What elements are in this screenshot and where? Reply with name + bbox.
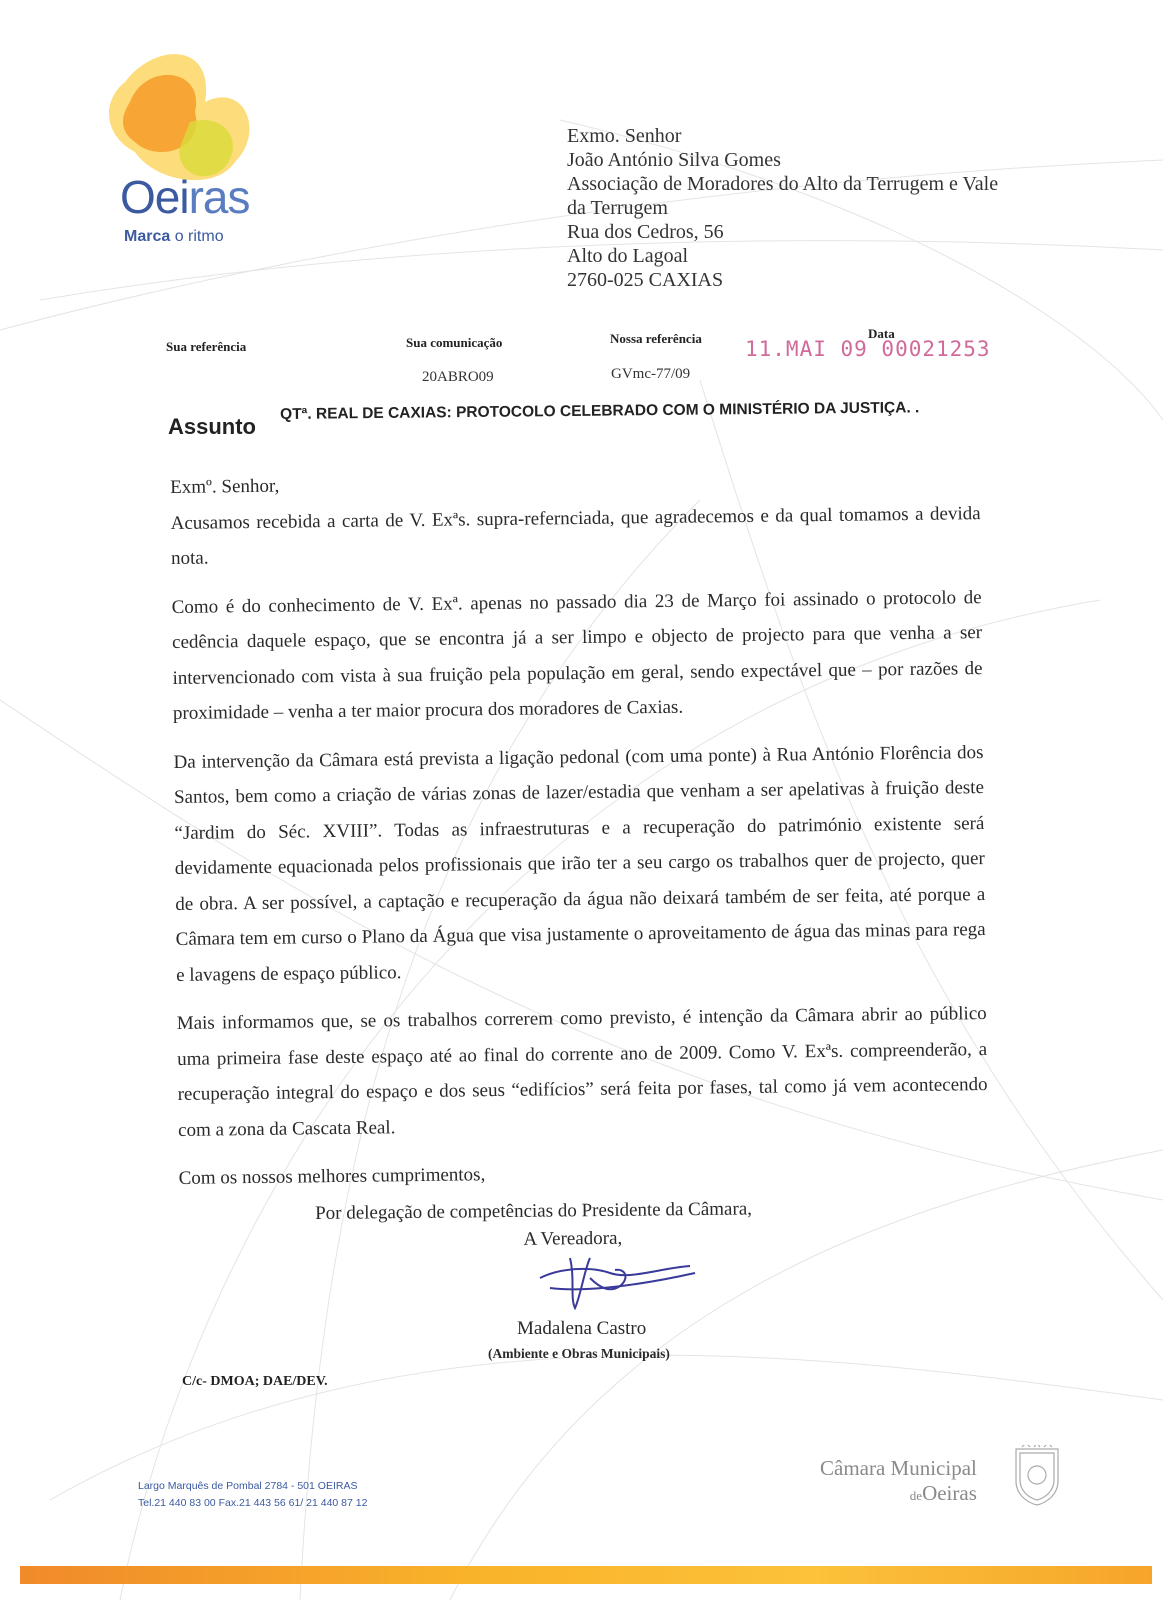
data-label: Data	[868, 326, 895, 341]
footer-address	[138, 1478, 367, 1512]
wordmark-part1: Oei	[120, 171, 189, 223]
letter-body	[170, 460, 989, 1196]
footer-color-bar	[20, 1566, 1152, 1584]
body-paragraph: Mais informamos que, se os trabalhos correrem como previsto, é intenção da Câmara abrir ao público uma primeira fase deste espaço até ao final do corrente ano de 2009. Como V. Exªs. compreenderão, a recuperação integral do espaço e dos seus “edifícios” será feita por fases, tal como já vem acontecendo com a zona da Cascata Real.	[176, 1003, 988, 1141]
recipient-address	[567, 124, 998, 292]
address-line: 2760-025 CAXIAS	[567, 269, 724, 291]
sua-comunicacao-label: Sua comunicação	[406, 335, 503, 350]
address-line: Alto do Lagoal	[567, 245, 689, 267]
oeiras-tagline	[124, 228, 224, 246]
address-line: Exmo. Senhor	[567, 125, 682, 147]
signatory-department: (Ambiente e Obras Municipais)	[488, 1346, 670, 1361]
institution-name	[820, 1456, 977, 1506]
delegation-line: Por delegação de competências do Presidente da Câmara,	[315, 1198, 753, 1224]
address-line: Associação de Moradores do Alto da Terrugem e Vale	[567, 173, 999, 195]
institution-line1: Câmara Municipal	[820, 1456, 977, 1480]
wordmark-part2: ras	[188, 171, 250, 223]
footer-phones: Tel.21 440 83 00 Fax.21 443 56 61/ 21 440 87 12	[138, 1497, 368, 1509]
sua-comunicacao-value: 20ABRO09	[422, 369, 494, 385]
closing: Com os nossos melhores cumprimentos,	[178, 1164, 486, 1189]
date-stamp: 11.MAI 09 00021253	[745, 337, 991, 361]
nossa-referencia-value: GVmc-77/09	[611, 366, 691, 382]
institution-de: de	[909, 1488, 923, 1503]
handwritten-signature	[530, 1238, 700, 1318]
institution-line2	[820, 1481, 977, 1506]
signatory-name: Madalena Castro	[517, 1318, 647, 1339]
carbon-copy: C/c- DMOA; DAE/DEV.	[182, 1374, 328, 1389]
role-line: A Vereadora,	[523, 1227, 623, 1250]
address-line: Rua dos Cedros, 56	[567, 221, 724, 243]
tagline-bold: Marca	[124, 228, 171, 245]
address-line: da Terrugem	[567, 197, 668, 219]
oeiras-wordmark	[120, 170, 250, 224]
subject-text: QTª. REAL DE CAXIAS: PROTOCOLO CELEBRADO COM O MINISTÉRIO DA JUSTIÇA. .	[280, 399, 920, 423]
greeting: Exmº. Senhor,	[170, 475, 280, 498]
subject-label: Assunto	[168, 414, 256, 439]
address-line: João António Silva Gomes	[567, 149, 781, 171]
footer-street: Largo Marquês de Pombal 2784 - 501 OEIRAS	[138, 1480, 358, 1492]
institution-oeiras: Oeiras	[922, 1481, 977, 1505]
body-paragraph: Como é do conhecimento de V. Exª. apenas no passado dia 23 de Março foi assinado o protocolo de cedência daquele espaço, que se encontra já a ser limpo e objecto de projecto para que venha a ser intervencionado com vista à sua fruição pela população em geral, sendo expectável que – por razões de proximidade – venha a ter maior procura dos moradores de Caxias.	[171, 586, 983, 724]
tagline-rest: o ritmo	[170, 228, 224, 245]
body-paragraph: Da intervenção da Câmara está prevista a ligação pedonal (com uma ponte) à Rua António Florência dos Santos, bem como a criação de várias zonas de lazer/estadia que venham a ser apelativas à fruição deste “Jardim do Séc. XVIII”. Todas as infraestruturas e a recuperação do património existente será devidamente equacionada pelos profissionais que irão ter a seu cargo os trabalhos quer de projecto, quer de obra. A ser possível, a captação e recuperação da água não deixará também de ser feita, até porque a Câmara tem em curso o Plano da Água que visa justamente o aproveitamento de água das minas para rega e lavagens de espaço público.	[173, 741, 986, 986]
body-paragraph: Acusamos recebida a carta de V. Exªs. supra-refernciada, que agradecemos e da qual tomamos a devida nota.	[170, 502, 981, 569]
sua-referencia-label: Sua referência	[166, 339, 247, 354]
nossa-referencia-label: Nossa referência	[610, 331, 702, 346]
crest-icon	[1008, 1445, 1066, 1507]
